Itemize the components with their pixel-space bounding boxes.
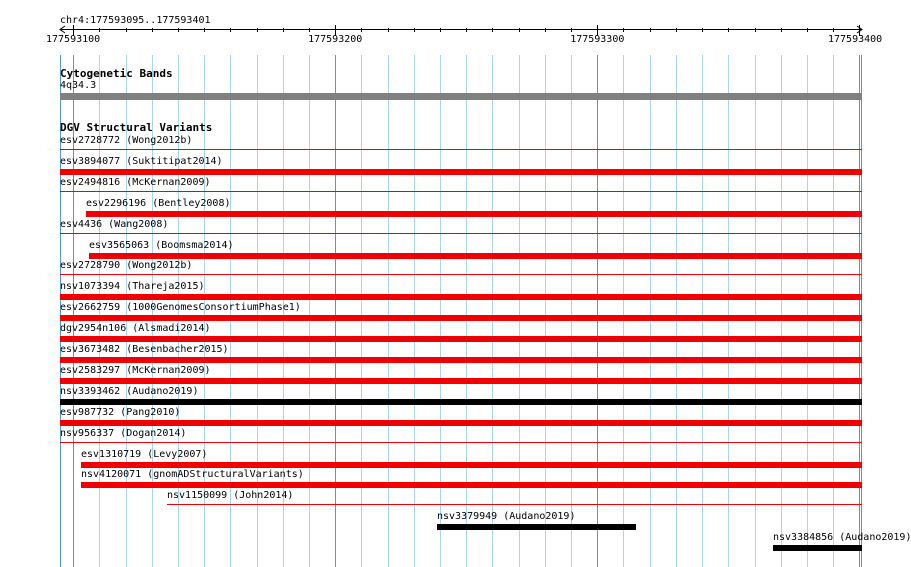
variant-label[interactable]: esv4436 (Wang2008) [60, 219, 169, 230]
variant-label[interactable]: nsv1150099 (John2014) [167, 490, 294, 501]
variant-label[interactable]: esv987732 (Pang2010) [60, 407, 181, 418]
variant-label[interactable]: nsv956337 (Dogan2014) [60, 428, 187, 439]
variant-label[interactable]: nsv3379949 (Audano2019) [437, 511, 576, 522]
variant-label[interactable]: nsv3393462 (Audano2019) [60, 386, 199, 397]
variant-bar[interactable] [60, 336, 862, 342]
variant-bar[interactable] [773, 545, 862, 551]
ruler-tick-label: 177593400 [828, 34, 883, 45]
variant-line[interactable] [60, 191, 862, 192]
variant-label[interactable]: nsv4120071 (gnomADStructuralVariants) [81, 469, 304, 480]
variant-label[interactable]: dgv2954n106 (Alsmadi2014) [60, 323, 211, 334]
variant-bar[interactable] [60, 294, 862, 300]
dgv-track-title: DGV Structural Variants [60, 121, 213, 134]
variant-label[interactable]: esv2728772 (Wong2012b) [60, 135, 193, 146]
variant-bar[interactable] [437, 524, 636, 530]
variant-label[interactable]: esv2296196 (Bentley2008) [86, 198, 231, 209]
variant-bar[interactable] [60, 315, 862, 321]
variant-bar[interactable] [81, 462, 862, 468]
cytoband-label: 4q34.3 [60, 80, 97, 91]
variant-label[interactable]: esv2583297 (McKernan2009) [60, 365, 211, 376]
variant-label[interactable]: esv3565063 (Boomsma2014) [89, 240, 234, 251]
variant-label[interactable]: esv2662759 (1000GenomesConsortiumPhase1) [60, 302, 301, 313]
variant-label[interactable]: esv3673482 (Besenbacher2015) [60, 344, 229, 355]
variant-line[interactable] [167, 504, 862, 505]
variant-label[interactable]: esv2494816 (McKernan2009) [60, 177, 211, 188]
variant-bar[interactable] [89, 253, 862, 259]
variant-line[interactable] [60, 274, 862, 275]
variant-label[interactable]: nsv3384856 (Audano2019) [773, 532, 911, 543]
cytogenetic-bands-title: Cytogenetic Bands [60, 67, 173, 80]
variant-label[interactable]: esv1310719 (Levy2007) [81, 449, 208, 460]
variant-bar[interactable] [60, 420, 862, 426]
ruler-tick-label: 177593100 [46, 34, 101, 45]
ruler-tick-label: 177593300 [570, 34, 625, 45]
variant-bar[interactable] [60, 357, 862, 363]
variant-label[interactable]: esv2728790 (Wong2012b) [60, 260, 193, 271]
variant-bar[interactable] [60, 399, 862, 405]
variant-label[interactable]: esv3894077 (Suktitipat2014) [60, 156, 223, 167]
variant-line[interactable] [60, 233, 862, 234]
variant-bar[interactable] [86, 211, 862, 217]
variant-bar[interactable] [60, 169, 862, 175]
variant-bar[interactable] [81, 482, 862, 488]
variant-bar[interactable] [60, 378, 862, 384]
cytoband-bar[interactable] [60, 93, 862, 100]
variant-line[interactable] [60, 442, 862, 443]
variant-line[interactable] [60, 149, 862, 150]
ruler-tick-label: 177593200 [308, 34, 363, 45]
region-label: chr4:177593095..177593401 [60, 15, 211, 26]
variant-label[interactable]: nsv1073394 (Thareja2015) [60, 281, 205, 292]
